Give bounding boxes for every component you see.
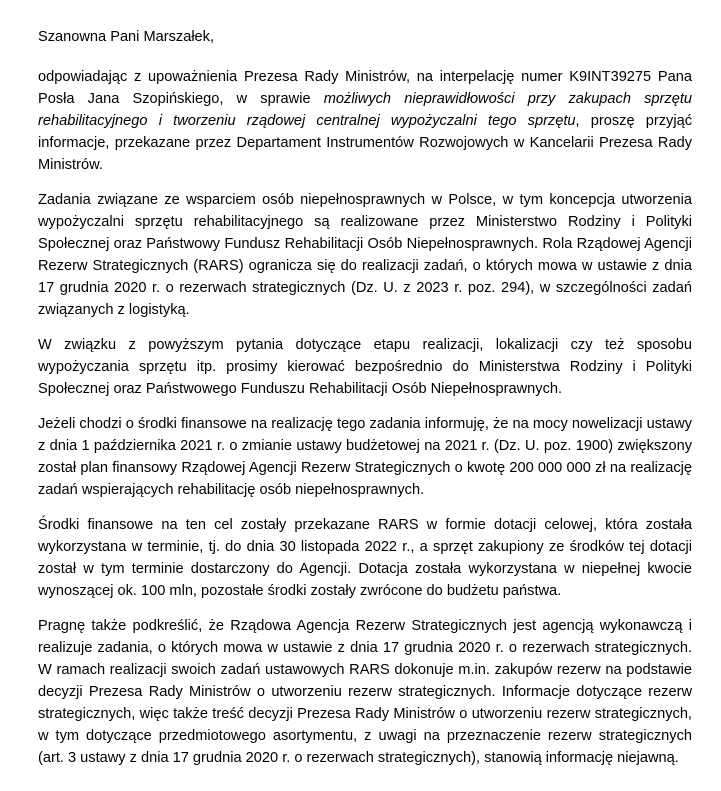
paragraph — [38, 615, 692, 769]
text-run: W związku z powyższym pytania dotyczące etapu realizacji, lokalizacji czy też sposobu wypożyczania sprzętu itp. prosimy kierować bezpośrednio do Ministerstwa Rodziny i Polityki Społecznej oraz Państwowego Funduszu Rehabilitacji Osób Niepełnosprawnych. — [38, 337, 692, 397]
text-run: Pragnę także podkreślić, że Rządowa Agencja Rezerw Strategicznych jest agencją wykonawczą i realizuje zadania, o których mowa w ustawie z dnia 17 grudnia 2020 r. o rezerwach strategicznych. W ramach realizacji swoich zadań ustawowych RARS dokonuje m.in. zakupów rezerw na podstawie decyzji Prezesa Rady Ministrów o utworzeniu rezerw strategicznych. Informacje dotyczące rezerw strategicznych, więc także treść decyzji Prezesa Rady Ministrów o utworzeniu rezerw strategicznych, w tym dotyczące przedmiotowego asortymentu, z uwagi na przeznaczenie rezerw strategicznych (art. 3 ustawy z dnia 17 grudnia 2020 r. o rezerwach strategicznych), stanowią informację niejawną. — [38, 618, 692, 766]
text-run: Zadania związane ze wsparciem osób niepełnosprawnych w Polsce, w tym koncepcja utworzenia wypożyczalni sprzętu rehabilitacyjnego są realizowane przez Ministerstwo Rodziny i Polityki Społecznej oraz Państwowy Fundusz Rehabilitacji Osób Niepełnosprawnych. Rola Rządowej Agencji Rezerw Strategicznych (RARS) ogranicza się do realizacji zadań, o których mowa w ustawie z dnia 17 grudnia 2020 r. o rezerwach strategicznych (Dz. U. z 2023 r. poz. 294), w szczególności zadań związanych z logistyką. — [38, 192, 692, 318]
paragraph — [38, 334, 692, 400]
paragraph — [38, 66, 692, 176]
text-run: odpowiadając z upoważnienia Prezesa Rady Ministrów, na interpelację numer K9INT39275 Pana Posła Jana Szopińskiego, w sprawie — [38, 69, 692, 107]
italic-text-run: możliwych nieprawidłowości przy zakupach sprzętu rehabilitacyjnego i tworzeniu rządowej centralnej wypożyczalni tego sprzętu — [38, 91, 692, 129]
salutation: Szanowna Pani Marszałek, — [38, 29, 215, 45]
letter-body — [38, 26, 692, 769]
text-run: Jeżeli chodzi o środki finansowe na realizację tego zadania informuję, że na mocy nowelizacji ustawy z dnia 1 października 2021 r. o zmianie ustawy budżetowej na 2021 r. (Dz. U. poz. 1900) zwiększony został plan finansowy Rządowej Agencji Rezerw Strategicznych o kwotę 200 000 000 zł na realizację zadań wspierających rehabilitację osób niepełnosprawnych. — [38, 416, 692, 498]
paragraph — [38, 413, 692, 501]
letter-paragraphs — [38, 66, 692, 769]
text-run: Środki finansowe na ten cel zostały przekazane RARS w formie dotacji celowej, która została wykorzystana w terminie, tj. do dnia 30 listopada 2022 r., a sprzęt zakupiony ze środków tej dotacji został w tym terminie dostarczony do Agencji. Dotacja została wykorzystana w niepełnej kwocie wynoszącej ok. 100 mln, pozostałe środki zostały zwrócone do budżetu państwa. — [38, 517, 692, 599]
paragraph — [38, 189, 692, 321]
text-run: , proszę przyjąć informacje, przekazane przez Departament Instrumentów Rozwojowych w Kancelarii Prezesa Rady Ministrów. — [38, 113, 692, 173]
paragraph — [38, 514, 692, 602]
